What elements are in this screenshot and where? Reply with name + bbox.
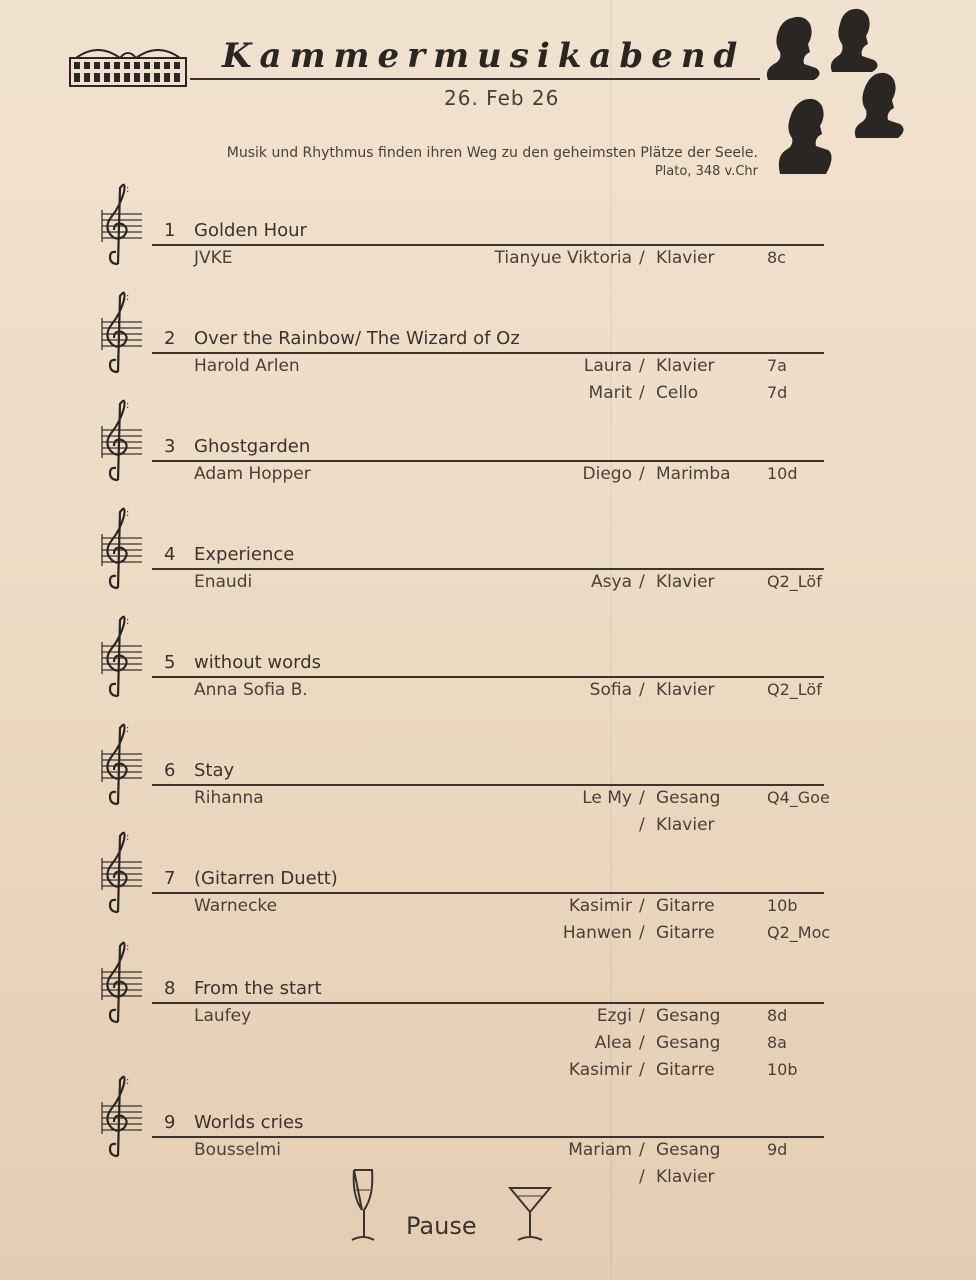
entry-number: 3 — [164, 436, 176, 457]
separator-slash: / — [639, 248, 645, 268]
page-title: Kammermusikabend — [222, 36, 746, 76]
performer-instrument: Gitarre — [656, 923, 715, 943]
performer-name: Diego — [582, 464, 632, 484]
performer-class: Q2_Löf — [767, 680, 822, 699]
performer-class: Q2_Moc — [767, 923, 831, 942]
entry-title: without words — [194, 652, 322, 673]
performer-class: Q2_Löf — [767, 572, 822, 591]
performer-name: Asya — [591, 572, 632, 592]
entry-title: (Gitarren Duett) — [194, 868, 338, 889]
performer-row — [0, 1060, 976, 1086]
performer-row — [0, 464, 976, 490]
svg-text::: : — [126, 832, 130, 843]
performer-row — [0, 572, 976, 598]
separator-slash: / — [639, 1167, 645, 1187]
entry-underline — [152, 676, 824, 678]
performer-instrument: Klavier — [656, 1167, 715, 1187]
performer-name: Tianyue Viktoria — [494, 248, 632, 268]
performer-name: Kasimir — [568, 896, 632, 916]
performer-row — [0, 248, 976, 274]
performer-instrument: Klavier — [656, 680, 715, 700]
performer-class: 8d — [767, 1006, 788, 1025]
performer-instrument: Cello — [656, 383, 699, 403]
entry-underline — [152, 460, 824, 462]
performer-name: Le My — [582, 788, 632, 808]
svg-text::: : — [126, 292, 130, 303]
separator-slash: / — [639, 464, 645, 484]
entry-number: 1 — [164, 220, 176, 241]
paper-fold — [610, 0, 612, 1280]
entry-title: Ghostgarden — [194, 436, 311, 457]
separator-slash: / — [639, 1006, 645, 1026]
performer-row — [0, 383, 976, 409]
performer-instrument: Gesang — [656, 788, 721, 808]
event-date: 26. Feb 26 — [444, 86, 560, 110]
svg-text::: : — [126, 942, 130, 953]
performer-row — [0, 815, 976, 841]
title-underline — [190, 78, 760, 80]
performer-instrument: Gesang — [656, 1140, 721, 1160]
separator-slash: / — [639, 923, 645, 943]
separator-slash: / — [639, 356, 645, 376]
pause-label: Pause — [406, 1212, 477, 1240]
program-entry — [0, 616, 976, 742]
entry-number: 8 — [164, 978, 176, 999]
performer-instrument: Gitarre — [656, 1060, 715, 1080]
separator-slash: / — [639, 1033, 645, 1053]
separator-slash: / — [639, 1140, 645, 1160]
entry-underline — [152, 244, 824, 246]
performer-row — [0, 1006, 976, 1032]
entry-number: 2 — [164, 328, 176, 349]
performer-name: Kasimir — [568, 1060, 632, 1080]
performer-instrument: Marimba — [656, 464, 731, 484]
performer-instrument: Klavier — [656, 248, 715, 268]
performer-instrument: Gitarre — [656, 896, 715, 916]
building-icon — [68, 44, 188, 88]
svg-text::: : — [126, 724, 130, 735]
svg-text::: : — [126, 616, 130, 627]
performer-class: 10b — [767, 1060, 798, 1079]
performer-instrument: Gesang — [656, 1033, 721, 1053]
program-entry — [0, 184, 976, 310]
performer-instrument: Klavier — [656, 572, 715, 592]
entry-underline — [152, 568, 824, 570]
entry-underline — [152, 1136, 824, 1138]
separator-slash: / — [639, 383, 645, 403]
performer-name: Hanwen — [562, 923, 632, 943]
performer-class: 7d — [767, 383, 788, 402]
svg-text::: : — [126, 184, 130, 195]
entry-underline — [152, 784, 824, 786]
entry-composer: Harold Arlen — [194, 356, 300, 376]
performer-class: 10b — [767, 896, 798, 915]
entry-composer: Bousselmi — [194, 1140, 282, 1160]
performer-class: 8a — [767, 1033, 787, 1052]
entry-composer: Rihanna — [194, 788, 264, 808]
entry-underline — [152, 1002, 824, 1004]
performer-name: Sofia — [589, 680, 632, 700]
performer-row — [0, 923, 976, 949]
entry-composer: Anna Sofia B. — [194, 680, 308, 700]
entry-title: Over the Rainbow/ The Wizard of Oz — [194, 328, 520, 349]
entry-underline — [152, 352, 824, 354]
performer-row — [0, 896, 976, 922]
performer-name: Mariam — [568, 1140, 632, 1160]
performer-class: 7a — [767, 356, 787, 375]
separator-slash: / — [639, 896, 645, 916]
performer-name: Marit — [588, 383, 632, 403]
performer-class: 8c — [767, 248, 786, 267]
entry-composer: Warnecke — [194, 896, 278, 916]
performer-row — [0, 356, 976, 382]
champagne-glass-icon — [348, 1166, 378, 1246]
performer-row — [0, 788, 976, 814]
entry-composer: Adam Hopper — [194, 464, 311, 484]
martini-glass-icon — [508, 1184, 552, 1244]
entry-composer: Laufey — [194, 1006, 252, 1026]
performer-instrument: Klavier — [656, 356, 715, 376]
performer-class: 9d — [767, 1140, 788, 1159]
performer-name: Ezgi — [596, 1006, 632, 1026]
program-entry — [0, 508, 976, 634]
quote-author: Plato, 348 v.Chr — [654, 164, 758, 179]
performer-instrument: Gesang — [656, 1006, 721, 1026]
separator-slash: / — [639, 680, 645, 700]
entry-title: Experience — [194, 544, 295, 565]
entry-number: 5 — [164, 652, 176, 673]
performer-name: Alea — [594, 1033, 632, 1053]
performer-name: Laura — [583, 356, 632, 376]
performer-row — [0, 1033, 976, 1059]
performer-class: Q4_Goe — [767, 788, 830, 807]
entry-title: Stay — [194, 760, 235, 781]
entry-composer: Enaudi — [194, 572, 253, 592]
program-entry — [0, 292, 976, 418]
entry-title: Worlds cries — [194, 1112, 304, 1133]
program-entry — [0, 400, 976, 526]
pause-section — [340, 1160, 570, 1250]
separator-slash: / — [639, 815, 645, 835]
composer-silhouettes-icon — [764, 4, 914, 182]
entry-number: 9 — [164, 1112, 176, 1133]
entry-underline — [152, 892, 824, 894]
performer-instrument: Klavier — [656, 815, 715, 835]
quote-text: Musik und Rhythmus finden ihren Weg zu den geheimsten Plätze der Seele. — [226, 145, 758, 161]
entry-title: From the start — [194, 978, 322, 999]
performer-class: 10d — [767, 464, 798, 483]
svg-text::: : — [126, 508, 130, 519]
program-entry — [0, 832, 976, 958]
entry-title: Golden Hour — [194, 220, 307, 241]
program-entry — [0, 724, 976, 850]
entry-number: 6 — [164, 760, 176, 781]
separator-slash: / — [639, 788, 645, 808]
entry-number: 7 — [164, 868, 176, 889]
entry-number: 4 — [164, 544, 176, 565]
performer-row — [0, 680, 976, 706]
separator-slash: / — [639, 1060, 645, 1080]
entry-composer: JVKE — [194, 248, 233, 268]
program-entry — [0, 942, 976, 1080]
svg-text::: : — [126, 1076, 130, 1087]
separator-slash: / — [639, 572, 645, 592]
svg-text::: : — [126, 400, 130, 411]
